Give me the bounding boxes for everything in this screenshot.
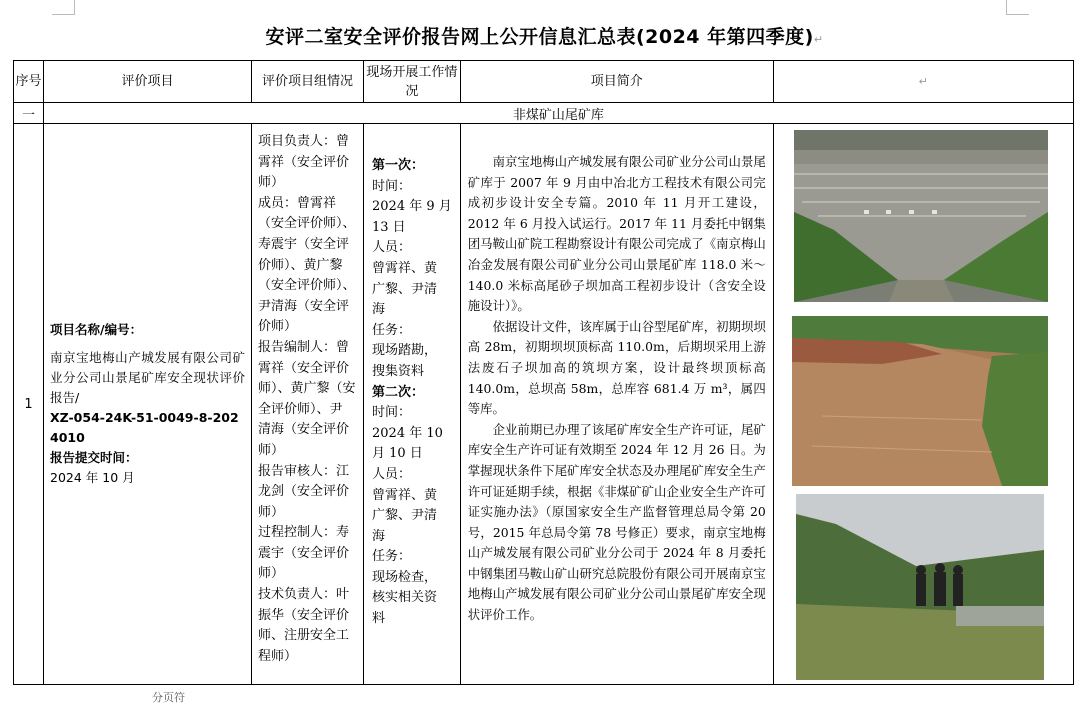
project-name-cell: [44, 124, 252, 685]
site-work-line: 现场检查，: [372, 569, 438, 585]
site-work-line: 曾霄祥、黄: [372, 260, 438, 276]
team-line: 价师）、黄广黎: [258, 257, 343, 273]
site-work-line: 广黎、尹清: [372, 281, 438, 297]
site-work-line: 广黎、尹清: [372, 508, 438, 524]
tailings-dam-aerial-photo: [794, 130, 1048, 302]
site-work-line: 海: [372, 302, 386, 318]
team-line: 震宇（安全评价: [258, 545, 350, 561]
category-label: 非煤矿山尾矿库: [44, 103, 1074, 124]
page-title: 安评二室安全评价报告网上公开信息汇总表(2024 年第四季度)↵: [265, 26, 824, 48]
site-work-line: 任务：: [372, 549, 412, 565]
site-work-line: 人员：: [372, 466, 412, 482]
header-intro: 项目简介: [460, 61, 773, 103]
team-line: 师）、黄广黎（安: [258, 381, 356, 397]
site-work-line: 人员：: [372, 240, 412, 256]
photos-cell: [773, 124, 1073, 685]
tailings-pond-photo: [792, 316, 1048, 486]
page-break-mark: 分页符: [152, 691, 185, 704]
team-line: 师、注册安全工: [258, 628, 350, 644]
team-line: 清海（安全评价: [258, 422, 350, 438]
category-num: 一: [14, 103, 44, 124]
site-work-line: 海: [372, 528, 386, 544]
info-table: [13, 60, 1074, 685]
summary-cell: [460, 124, 773, 685]
site-work-line: 第一次：: [372, 158, 425, 173]
site-work-line: 13 日: [372, 219, 406, 235]
site-work-line: 任务：: [372, 322, 412, 338]
site-work-line: 时间：: [372, 178, 412, 194]
site-work-line: 2024 年 9 月: [372, 199, 452, 215]
header-site: 现场开展工作情况: [364, 61, 461, 103]
team-line: 报告编制人：曾: [258, 339, 350, 355]
team-line: 霄祥（安全评价: [258, 154, 350, 170]
site-work-line: 第二次：: [372, 384, 425, 400]
header-item: 评价项目: [44, 61, 252, 103]
team-line: 尹清海（安全评: [258, 298, 350, 314]
site-work-line: 时间：: [372, 405, 412, 421]
site-work-line: 曾霄祥、黄: [372, 487, 438, 503]
team-line: 师）: [258, 175, 285, 191]
team-line: 技术负责人：叶: [258, 587, 350, 603]
summary-paragraph: 依据设计文件，该库属于山谷型尾矿库，初期坝坝高 28m，初期坝坝顶标高 110.0m，后期坝采用上游法废石子坝加高的筑坝方案，设计最终坝顶标高 140.0m，总坝高 58m，总库容 681.4 万 m³，属四等库。: [467, 318, 766, 417]
site-work-line: 料: [372, 611, 386, 627]
submit-time-label: 报告提交时间：: [50, 450, 138, 465]
crop-mark-right: [1006, 0, 1029, 15]
team-line: 过程控制人：寿: [258, 525, 350, 541]
team-line: 寿震宇（安全评: [258, 236, 350, 252]
site-work-line: 搜集资料: [372, 363, 425, 379]
team-line: 师）: [258, 504, 285, 520]
team-cell: [252, 124, 364, 685]
table-row: [14, 124, 1074, 685]
team-line: 项目负责人：曾: [258, 134, 350, 149]
team-line: 程师）: [258, 648, 298, 664]
team-line: 龙剑（安全评价: [258, 484, 350, 500]
summary-paragraph: 南京宝地梅山产城发展有限公司矿业分公司山景尾矿库于 2007 年 9 月由中冶北方工程技术有限公司完成初步设计安全专篇。2010 年 11 月开工建设，2012 年 6 月投入试运行。2017 年 11 月委托中钢集团马鞍山矿院工程勘察设计有限公司完成了《南京梅山冶金发展有限公司矿业分公司山景尾矿库 118.0 米～140.0 米标高尾砂子坝加高工程初步设计（含安全设施设计）》。: [467, 154, 766, 314]
team-line: 成员：曾霄祥: [258, 195, 337, 211]
team-line: （安全评价师）、: [258, 278, 356, 294]
row-number: 1: [14, 124, 44, 685]
team-line: 全评价师）、尹: [258, 401, 343, 417]
site-work-line: 现场踏勘，: [372, 343, 438, 359]
team-line: 师）: [258, 566, 285, 582]
header-seq: 序号: [14, 61, 44, 103]
team-line: 振华（安全评价: [258, 607, 350, 623]
team-line: 霄祥（安全评价: [258, 360, 350, 376]
site-work-line: 月 10 日: [372, 446, 423, 462]
team-line: 价师）: [258, 319, 298, 335]
header-team: 评价项目组情况: [252, 61, 364, 103]
site-work-cell: [364, 124, 461, 685]
team-line: （安全评价师）、: [258, 216, 356, 232]
header-photo: ↵: [773, 61, 1073, 103]
header-row: [14, 61, 1074, 103]
category-row: [14, 103, 1074, 124]
site-team-photo: [796, 494, 1044, 680]
team-line: 师）: [258, 442, 285, 458]
submit-time-value: 2024 年 10 月: [50, 470, 135, 485]
site-work-line: 核实相关资: [372, 590, 438, 606]
team-line: 报告审核人：江: [258, 463, 350, 479]
project-name-label: 项目名称/编号：: [50, 322, 143, 337]
crop-mark-left: [52, 0, 75, 15]
project-name-text: 南京宝地梅山产城发展有限公司矿业分公司山景尾矿库安全现状评价报告/: [50, 350, 245, 405]
site-work-line: 2024 年 10: [372, 425, 443, 441]
project-code: XZ-054-24K-51-0049-8-2024010: [50, 410, 239, 445]
summary-paragraph: 企业前期已办理了该尾矿库安全生产许可证，尾矿库安全生产许可证有效期至 2024 年 12 月 26 日。为掌握现状条件下尾矿库安全状态及办理尾矿库安全生产许可证延期手续，根据《非煤矿矿山企业安全生产许可证实施办法》（原国家安全生产监督管理总局令第 20 号，2015 年总局令第 78 号修正）要求，南京宝地梅山产城发展有限公司矿业分公司于 2024 年 8 月委托中钢集团马鞍山矿山研究总院股份有限公司开展南京宝地梅山产城发展有限公司矿业分公司山景尾矿库安全现状评价工作。: [467, 421, 766, 623]
